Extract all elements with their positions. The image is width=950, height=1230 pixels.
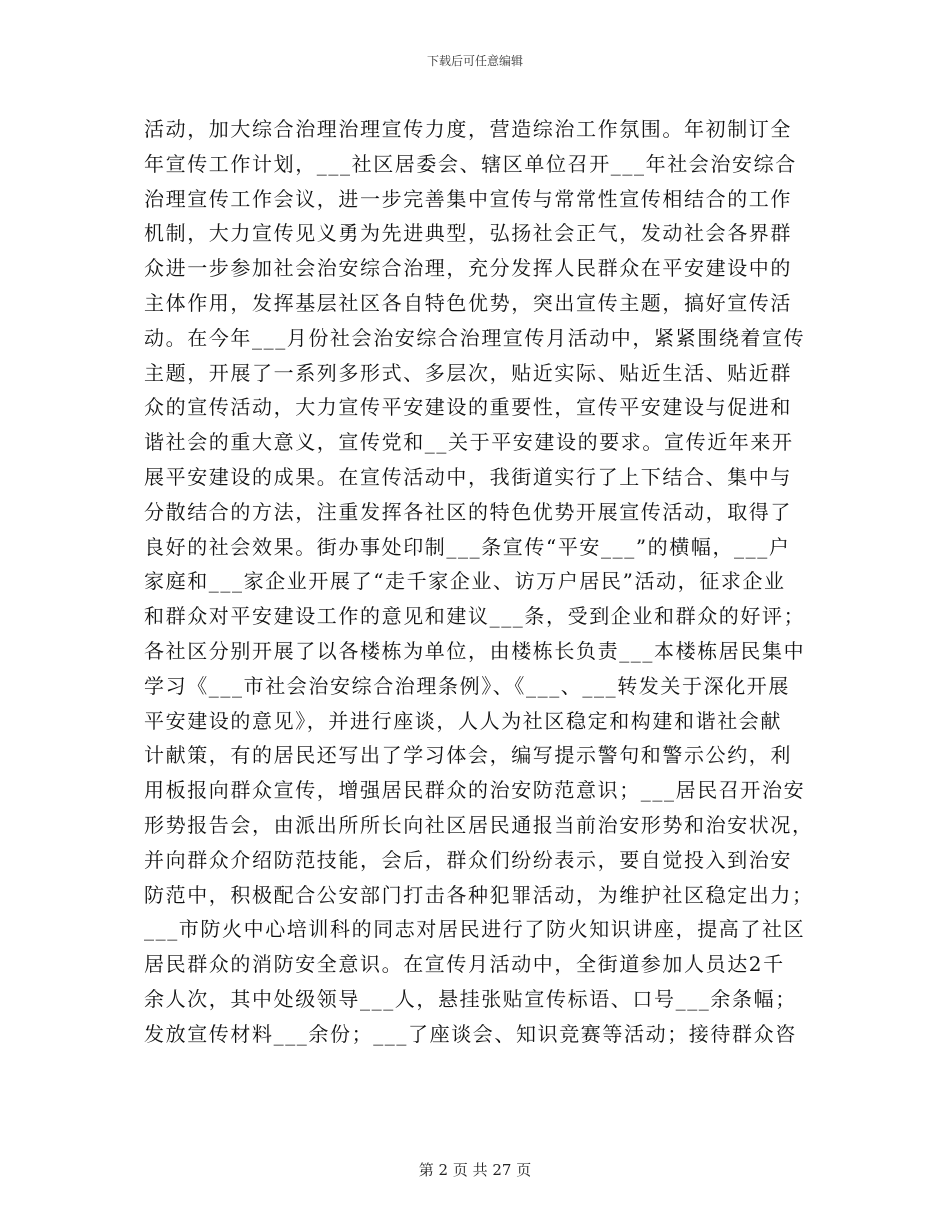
page-number: 第 2 页 共 27 页 [418,1161,532,1179]
text-line: 众进一步参加社会治安综合治理，充分发挥人民群众在平安建设中的 [144,256,792,281]
page-header: 下载后可任意编辑 [426,54,523,68]
text-line: 展平安建设的成果。在宣传活动中，我街道实行了上下结合、集中与 [144,464,792,489]
text-line: 良好的社会效果。街办事处印制___条宣传“平安___”的横幅，___户 [144,534,791,559]
text-line: 发放宣传材料___余份；___了座谈会、知识竞赛等活动；接待群众咨 [144,1021,797,1046]
text-line: 谐社会的重大意义，宣传党和__关于平安建设的要求。宣传近年来开 [144,430,794,455]
text-line: 各社区分别开展了以各楼栋为单位，由楼栋长负责___本楼栋居民集中 [144,638,806,663]
text-line: 主题，开展了一系列多形式、多层次，贴近实际、贴近生活、贴近群 [144,360,792,385]
text-line: 主体作用，发挥基层社区各自特色优势，突出宣传主题，搞好宣传活 [144,290,792,315]
text-line: 治理宣传工作会议，进一步完善集中宣传与常常性宣传相结合的工作 [144,186,792,211]
text-line: 活动，加大综合治理治理宣传力度，营造综治工作氛围。年初制订全 [144,117,792,141]
text-line: 防范中，积极配合公安部门打击各种犯罪活动，为维护社区稳定出力； [144,882,814,907]
text-line: 并向群众介绍防范技能，会后，群众们纷纷表示，要自觉投入到治安 [144,847,792,872]
text-line: 用板报向群众宣传，增强居民群众的治安防范意识；___居民召开治安 [144,778,806,803]
text-line: 动。在今年___月份社会治安综合治理宣传月活动中，紧紧围绕着宣传 [144,325,806,350]
text-line: 居民群众的消防安全意识。在宣传月活动中，全街道参加人员达2千 [144,952,785,977]
text-line: 平安建设的意见》，并进行座谈，人人为社区稳定和构建和谐社会献 [144,708,782,733]
text-line: 计献策，有的居民还写出了学习体会，编写提示警句和警示公约，利 [144,743,792,768]
text-line: 众的宣传活动，大力宣传平安建设的重要性，宣传平安建设与促进和 [144,395,792,420]
text-line: 余人次，其中处级领导___人，悬挂张贴宣传标语、口号___余条幅； [144,986,797,1011]
text-line: 形势报告会，由派出所所长向社区居民通报当前治安形势和治安状况， [144,812,814,837]
text-line: 和群众对平安建设工作的意见和建议___条，受到企业和群众的好评； [144,604,806,629]
text-line: 年宣传工作计划，___社区居委会、辖区单位召开___年社会治安综合 [144,151,797,176]
text-line: ___市防火中心培训科的同志对居民进行了防火知识讲座，提高了社区 [144,917,806,942]
text-line: 机制，大力宣传见义勇为先进典型，弘扬社会正气，发动社会各界群 [144,221,792,246]
text-line: 学习《___市社会治安综合治理条例》、《___、___转发关于深化开展 [144,673,790,698]
document-body [144,112,814,1052]
text-line: 分散结合的方法，注重发挥各社区的特色优势开展宣传活动，取得了 [144,499,792,524]
text-line: 家庭和___家企业开展了“走千家企业、访万户居民”活动，征求企业 [144,569,786,594]
